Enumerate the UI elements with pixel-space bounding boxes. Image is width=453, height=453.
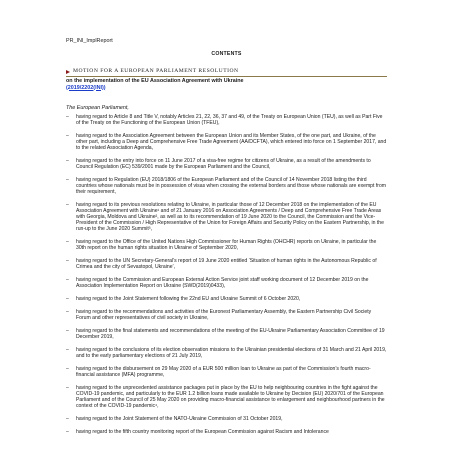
citation-text: having regard to the UN Secretary-General’s report of 19 June 2020 entitled ‘Situation of human rights in the Autonomous Republic of Crimea and the city of Sevastopol, Ukraine’, [76,257,377,270]
citation-dash: – [66,177,69,184]
citation-item [66,297,387,303]
triangle-marker-icon [66,70,70,74]
citation-text: having regard to the disbursement on 29 May 2020 of a EUR 500 million loan to Ukraine as part of the Commission’s fourth macro-financial assistance (MFA) programme, [76,365,371,378]
citation-text: having regard to the entry into force on 11 June 2017 of a visa-free regime for citizens of Ukraine, as a result of the amendments to Council Regulation (EC) 539/2001 made by the European Parliament and the Council, [76,158,371,170]
motion-heading-bar [66,68,387,77]
citation-item [66,259,387,271]
citation-text: having regard to the fifth country monitoring report of the European Commission against Racism and Intolerance [76,428,329,435]
citation-text: having regard to the conclusions of its election observation missions to the Ukrainian presidential elections of 31 March and 21 April 2019, and to the early parliamentary elections of 21 July 2019, [76,346,387,359]
citation-item [66,203,387,233]
citation-item [66,348,387,360]
citation-dash: – [66,257,69,264]
citation-dash: – [66,346,69,353]
citation-dash: – [66,428,69,435]
citation-dash: – [66,133,69,140]
citation-dash: – [66,114,69,121]
citation-item [66,240,387,252]
citation-text: having regard to the Office of the United Nations High Commissioner for Human Rights (OHCHR) reports on Ukraine, in particular the 30th report on the human rights situation in Ukraine of September 2020, [76,238,377,251]
citation-item [66,115,387,127]
citation-text: having regard to its previous resolutions relating to Ukraine, in particular those of 12 December 2018 on the implementation of the EU Association Agreement with Ukraine¹ and of 21 January 2016 on Association Agreements / Deep and Comprehensive Free Trade Areas with Georgia, Moldova and Ukraine², as well as to its recommendation of 19 June 2020 to the Council, the Commission and the Vice-President of the Commission / High Representative of the Union for Foreign Affairs and Security Policy on the Eastern Partnership, in the run-up to the June 2020 Summit³, [76,202,384,232]
procedure-link[interactable]: (2019/2202(INI)) [66,84,106,91]
document-reference: PR_INI_ImplReport [66,38,113,44]
citation-dash: – [66,202,69,208]
citation-text: having regard to Article 8 and Title V, notably Articles 21, 22, 36, 37 and 49, of the Treaty on European Union (TEU), as well as Part Five of the Treaty on the Functioning of the European Union (TFEU), [76,114,383,127]
citation-item [66,310,387,322]
citation-list [66,115,387,435]
preamble: The European Parliament, [66,105,129,112]
citation-dash: – [66,327,69,334]
motion-title: MOTION FOR A EUROPEAN PARLIAMENT RESOLUTION [73,68,239,74]
citation-dash: – [66,415,69,422]
citation-text: having regard to the Joint Statement following the 22nd EU and Ukraine Summit of 6 October 2020, [76,295,301,302]
citation-text: having regard to the Commission and European External Action Service joint staff working document of 12 December 2019 on the Association Implementation Report on Ukraine (SWD(2019)0433), [76,276,369,289]
citation-text: having regard to the recommendations and activities of the Euronest Parliamentary Assembly, the Eastern Partnership Civil Society Forum and other representatives of civil society in Ukraine, [76,308,372,321]
citation-dash: – [66,276,69,283]
citation-dash: – [66,308,69,315]
citation-dash: – [66,295,69,302]
citation-dash: – [66,365,69,372]
citation-text: having regard to the unprecedented assistance packages put in place by the EU to help neighbouring countries in the fight against the COVID-19 pandemic, and particularly to the EUR 1.2 billion loans made available to Ukraine by Decision (EU) 2020/701 of the European Parliament and of the Council of 25 May 2020 on providing macro-financial assistance to enlargement and neighbourhood partners in the context of the COVID-19 pandemic⁴, [76,384,385,409]
citation-item [66,430,387,436]
citation-item [66,278,387,290]
citation-dash: – [66,158,69,165]
citation-item [66,159,387,171]
citation-item [66,417,387,423]
contents-heading: CONTENTS [211,51,242,57]
citation-item [66,134,387,152]
citation-item [66,367,387,379]
citation-dash: – [66,384,69,391]
citation-dash: – [66,238,69,245]
citation-text: having regard to the Association Agreement between the European Union and its Member States, of the one part, and Ukraine, of the other part, including a Deep and Comprehensive Free Trade Agreement (AA/DCFTA), which entered into force on 1 September 2017, and to the related Association Agenda, [76,133,387,151]
citation-text: having regard to Regulation (EU) 2018/1806 of the European Parliament and of the Council of 14 November 2018 listing the third countries whose nationals must be in possession of visas when crossing the external borders and those whose nationals are exempt from their requirement, [76,177,387,195]
citation-item [66,329,387,341]
citation-text: having regard to the Joint Statement of the NATO-Ukraine Commission of 31 October 2019, [76,415,283,422]
citation-item [66,178,387,196]
motion-subject: on the implementation of the EU Association Agreement with Ukraine [66,78,244,84]
citation-item [66,386,387,410]
citation-text: having regard to the final statements and recommendations of the meeting of the EU-Ukraine Parliamentary Association Committee of 19 December 2019, [76,327,385,340]
